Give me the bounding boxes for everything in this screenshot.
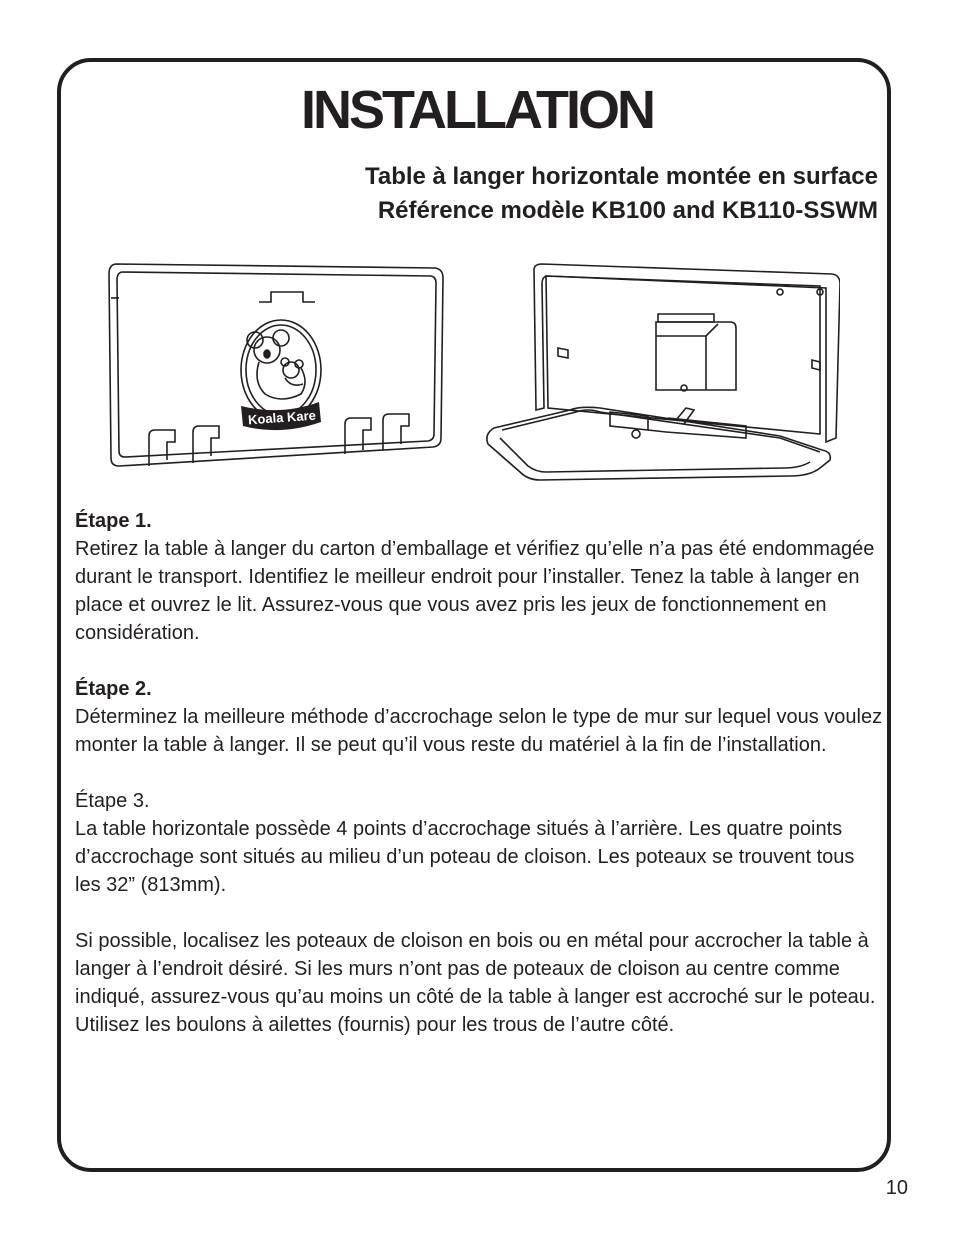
stud-location-note: Si possible, localisez les poteaux de cloison en bois ou en métal pour accrocher la table à langer à l’endroit désiré. Si les murs n’ont pas de poteaux de cloison au centre comme indiqué, assurez-vous qu’au moins un côté de la table à langer est accroché sur le poteau. Utilisez les boulons à ailettes (fournis) pour les trous de l’autre côté. — [75, 930, 876, 1036]
step-2 — [75, 675, 885, 759]
step-2-heading: Étape 2. — [75, 678, 152, 700]
koala-kare-logo-text: Koala Kare — [247, 407, 317, 428]
page-number: 10 — [885, 1177, 908, 1199]
product-subtitle — [365, 160, 878, 228]
step-3 — [75, 787, 885, 899]
step-1 — [75, 507, 885, 647]
step-2-text: Déterminez la meilleure méthode d’accrochage selon le type de mur sur lequel vous voulez monter la table à langer. Il se peut qu’il vous reste du matériel à la fin de l’installation. — [75, 706, 883, 756]
page-title: INSTALLATION — [301, 80, 653, 140]
subtitle-line-product: Table à langer horizontale montée en surface — [364, 163, 878, 190]
step-3-heading: Étape 3. — [75, 790, 150, 812]
step-1-text: Retirez la table à langer du carton d’emballage et vérifiez qu’elle n’a pas été endommagée durant le transport. Identifiez le meilleur endroit pour l’installer. Tenez la table à langer en place et ouvrez le lit. Assurez-vous que vous avez pris les jeux de fonctionnement en considération. — [75, 538, 875, 644]
subtitle-line-model: Référence modèle KB100 and KB110-SSWM — [377, 197, 878, 224]
closed-changing-table-illustration — [105, 258, 445, 470]
open-changing-table-illustration — [480, 258, 840, 486]
instructions-body — [75, 507, 885, 1067]
step-3-text: La table horizontale possède 4 points d’accrochage situés à l’arrière. Les quatre points d’accrochage sont situés au milieu d’un poteau de cloison. Les poteaux se trouvent tous les 32” (813mm). — [75, 818, 855, 896]
step-1-heading: Étape 1. — [75, 510, 152, 532]
